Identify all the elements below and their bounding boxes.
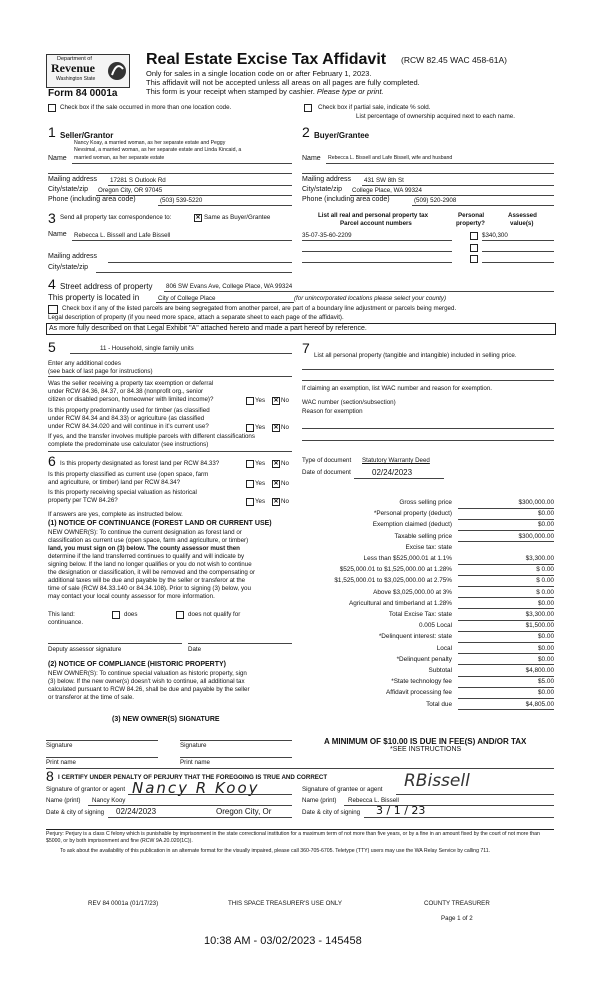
grantee-name-label: Name (print) xyxy=(302,797,337,804)
doc-date-label: Date of document xyxy=(302,469,351,476)
multi-location-label: Check box if the sale occurred in more than one location code. xyxy=(60,104,232,111)
parcel-account-1[interactable]: 35-07-35-60-2209 xyxy=(302,232,352,239)
use-code-value[interactable]: 11 - Household, single family units xyxy=(100,345,194,352)
s6-q3-no-label: No xyxy=(281,498,289,505)
s6-q2-yes-checkbox[interactable] xyxy=(246,480,254,488)
correspondence-name-value[interactable]: Rebecca L. Bissell and Lafe Bissell xyxy=(74,232,171,239)
grantee-sig-label: Signature of grantee or agent xyxy=(302,786,383,793)
subtitle-3: This form is your receipt when stamped by cashier. Please type or print. xyxy=(146,87,384,96)
buyer-name-value[interactable]: Rebecca L. Bissell and Lafe Bissell, wife and husband xyxy=(328,155,453,161)
s5-q3-line2: complete the predominate use calculator (see instructions) xyxy=(48,441,209,448)
tax-row-line xyxy=(458,642,554,643)
seller-phone-value[interactable]: (503) 539-5220 xyxy=(160,197,203,204)
grantor-date-label: Date & city of signing xyxy=(46,809,105,816)
reason-label: Reason for exemption xyxy=(302,408,363,415)
notice1-line8: time of sale (RCW 84.33.140 or 84.34.108). Prior to signing (3) below, you xyxy=(48,585,251,592)
tax-row-label: Subtotal xyxy=(428,667,452,674)
s6-q1-no-label: No xyxy=(281,460,289,467)
located-label: This property is located in xyxy=(48,293,140,302)
tax-row-value[interactable]: $1,500.00 xyxy=(525,622,554,630)
recording-stamp: 10:38 AM - 03/02/2023 - 145458 xyxy=(204,935,362,947)
deputy-signature-label: Deputy assessor signature xyxy=(48,646,122,653)
subtitle-2: This affidavit will not be accepted unless all areas on all pages are fully completed. xyxy=(146,78,420,87)
doc-date-value[interactable]: 02/24/2023 xyxy=(372,468,413,477)
tax-row-line xyxy=(458,687,554,688)
land-does-not-checkbox[interactable] xyxy=(176,611,184,619)
s6-q2-no-label: No xyxy=(281,480,289,487)
land-does-label: does xyxy=(124,611,138,618)
tax-row-value[interactable]: $0.00 xyxy=(538,521,554,529)
s6-q2-line2: and agriculture, or timber) land per RCW 84.34? xyxy=(48,479,181,486)
notice2-line4: or transferor at the time of sale. xyxy=(48,694,134,701)
accessibility-note: To ask about the availability of this publication in an alternate format for the visually impaired, please call 360-705-6705. Teletype (TTY) users may use the WA Relay Service by calling 711. xyxy=(60,848,491,854)
grantor-signature[interactable]: Nancy R Kooy xyxy=(132,779,260,797)
s6-q3-line1: Is this property receiving special valuation as historical xyxy=(48,489,197,496)
tax-row-label: Less than $525,000.01 at 1.1% xyxy=(363,555,452,562)
notice1-line7: additional taxes will be due and payable by the seller or transferor at the xyxy=(48,577,246,584)
this-land-label: This land: xyxy=(48,611,75,618)
s5-q1-line3: citizen or disabled person, homeowner with limited income)? xyxy=(48,396,214,403)
notice1-line9: may contact your local county assessor for more information. xyxy=(48,593,215,600)
legal-description-value: As more fully described on that Legal Exhibit "A" attached hereto and made a part hereof by reference. xyxy=(49,325,367,332)
land-does-not-label: does not qualify for xyxy=(188,611,241,618)
tax-row-line xyxy=(458,508,554,509)
s5-q2-yes-checkbox[interactable] xyxy=(246,424,254,432)
seller-heading: Seller/Grantor xyxy=(60,131,114,140)
tax-row-value[interactable]: $0.00 xyxy=(538,655,554,663)
grantor-city-value[interactable]: Oregon City, Or xyxy=(216,807,272,816)
tax-row-label: *State technology fee xyxy=(391,678,452,686)
legal-description-box[interactable] xyxy=(46,323,556,335)
rev-number: REV 84 0001a (01/17/23) xyxy=(88,900,159,907)
tax-row-label: Above $3,025,000.00 at 3% xyxy=(373,588,452,596)
s5-q2-no-label: No xyxy=(281,424,289,431)
notice1-line1: NEW OWNER(S): To continue the current designation as forest land or xyxy=(48,529,242,536)
notice1-line3: land, you must sign on (3) below. The county assessor must then xyxy=(48,545,240,552)
grantor-sig-label: Signature of grantor or agent xyxy=(46,786,126,793)
tax-row-label: Local xyxy=(436,644,452,652)
tax-row-label: $1,525,000.01 to $3,025,000.00 at 2.75% xyxy=(334,577,452,585)
additional-codes-label: Enter any additional codes xyxy=(48,360,121,367)
logo-swirl-icon xyxy=(107,59,127,83)
tax-row-value[interactable]: $0.00 xyxy=(538,510,554,518)
s5-q3-line1: If yes, and the transfer involves multiple parcels with different classifications xyxy=(48,433,255,440)
multi-location-checkbox[interactable] xyxy=(48,104,56,112)
s6-q3-yes-checkbox[interactable] xyxy=(246,498,254,506)
tax-row-label: Agricultural and timberland at 1.28% xyxy=(348,599,452,607)
seller-mailing-value[interactable]: 17281 S Outlook Rd xyxy=(110,177,166,184)
parcel-assessed-1[interactable]: $340,300 xyxy=(482,232,508,239)
s6-q1-yes-label: Yes xyxy=(255,460,266,467)
tax-row-line xyxy=(458,709,554,710)
form-title-rcw: (RCW 82.45 WAC 458-61A) xyxy=(401,55,507,65)
section-3-number: 3 xyxy=(48,210,56,226)
section-1-number: 1 xyxy=(48,124,56,140)
form-title: Real Estate Excise Tax Affidavit xyxy=(146,51,387,68)
notice2-line2: (3) below. If the new owner(s) doesn't wish to continue, all additional tax xyxy=(48,678,245,685)
correspondence-city-label: City/state/zip xyxy=(48,264,89,271)
seller-name-value: married woman, as her separate estate xyxy=(74,155,165,161)
see-instructions: *SEE INSTRUCTIONS xyxy=(390,746,462,753)
s5-q1-yes-label: Yes xyxy=(255,397,266,404)
personal-property-label: List all personal property (tangible and intangible) included in selling price. xyxy=(314,352,517,359)
seller-city-value[interactable]: Oregon City, OR 97045 xyxy=(98,187,163,194)
tax-row-value[interactable]: $300,000.00 xyxy=(518,499,554,506)
parcel-col2b-header: property? xyxy=(456,220,485,227)
s6-q2-line1: Is this property classified as current use (open space, farm xyxy=(48,471,209,478)
wac-label: WAC number (section/subsection) xyxy=(302,399,396,406)
perjury-statement: Perjury: Perjury is a class C felony which is punishable by imprisonment in the state correctional institution for a maximum term of not more than five years, or by a fine in an amount fixed by the court of not more than $5000, or by both imprisonment and fine (RCW 9A.20.020(1C)). xyxy=(46,831,540,844)
section-4-number: 4 xyxy=(48,276,56,292)
personal-property-checkbox-3[interactable] xyxy=(470,255,478,263)
tax-row-label: Taxable selling price xyxy=(394,532,452,540)
buyer-mailing-label: Mailing address xyxy=(302,176,352,183)
section-5-number: 5 xyxy=(48,339,56,355)
county-treasurer: COUNTY TREASURER xyxy=(424,900,490,907)
legal-desc-label: Legal description of property (if you need more space, attach a separate sheet to each page of the affidavit). xyxy=(48,314,344,321)
tax-row-label: Exemption claimed (deduct) xyxy=(372,521,452,529)
doc-type-value[interactable]: Statutory Warranty Deed xyxy=(362,457,430,464)
grantee-signature[interactable]: RBissell xyxy=(404,771,470,791)
notice1-line2: classification as current use (open space, farm and agriculture, or timber) xyxy=(48,537,249,544)
revenue-logo xyxy=(46,54,130,88)
tax-row-value[interactable]: $ 0.00 xyxy=(536,588,554,596)
buyer-phone-label: Phone (including area code) xyxy=(302,196,390,203)
correspondence-label: Send all property tax correspondence to: xyxy=(60,214,172,221)
s6-q1: Is this property designated as forest land per RCW 84.33? xyxy=(60,460,220,467)
correspondence-mailing-label: Mailing address xyxy=(48,253,98,260)
segregated-checkbox[interactable] xyxy=(48,305,58,314)
s5-q1-yes-checkbox[interactable] xyxy=(246,397,254,405)
s5-q1-line2: under RCW 84.36, 84.37, or 84.38 (nonprofit org., senior xyxy=(48,388,204,395)
same-as-buyer-label: Same as Buyer/Grantee xyxy=(204,214,271,221)
section-2-number: 2 xyxy=(302,124,310,140)
personal-property-checkbox-1[interactable] xyxy=(470,232,478,240)
tax-row-value[interactable]: $4,800.00 xyxy=(525,667,554,674)
s5-q2-line2: under RCW 84.34 and 84.33) or agriculture (as classified xyxy=(48,415,205,422)
owner-print-name-label-2: Print name xyxy=(180,759,210,766)
logo-line1: Department of xyxy=(57,56,92,62)
tax-row-value[interactable]: $3,300.00 xyxy=(525,611,554,618)
parcel-col3-header: Assessed xyxy=(508,212,537,219)
segregated-label: Check box if any of the listed parcels are being segregated from another parcel, are part of a boundary line adjustment or parcels being merged. xyxy=(62,305,457,312)
page-number: Page 1 of 2 xyxy=(441,915,473,922)
tax-row-line xyxy=(458,698,554,699)
buyer-heading: Buyer/Grantee xyxy=(314,131,370,140)
s5-q2-no-checkbox[interactable]: ✕ xyxy=(273,425,279,431)
partial-sale-note: List percentage of ownership acquired next to each name. xyxy=(356,113,515,120)
logo-line3: Washington State xyxy=(56,76,96,82)
notice1-title: (1) NOTICE OF CONTINUANCE (FOREST LAND OR CURRENT USE) xyxy=(48,520,272,527)
exemption-label: If claiming an exemption, list WAC number and reason for exemption. xyxy=(302,385,492,392)
tax-row-value[interactable]: $ 0.00 xyxy=(536,577,554,585)
parcel-col3b-header: value(s) xyxy=(510,220,534,227)
partial-sale-checkbox[interactable] xyxy=(304,104,312,112)
seller-city-label: City/state/zip xyxy=(48,186,89,193)
parcel-col1b-header: Parcel account numbers xyxy=(340,220,412,227)
grantor-name-value[interactable]: Nancy Kooy xyxy=(92,797,126,804)
grantee-date-value[interactable]: 3 / 1 / 23 xyxy=(376,804,426,817)
tax-row-line xyxy=(458,664,554,665)
s5-q2-line3: under RCW 84.34.020 and will continue in it's current use? xyxy=(48,423,209,430)
s6-q1-no-checkbox[interactable]: ✕ xyxy=(273,461,279,467)
buyer-mailing-value[interactable]: 431 SW 8th St xyxy=(364,177,404,184)
s5-q1-no-label: No xyxy=(281,397,289,404)
tax-row-label: *Delinquent interest: state xyxy=(378,633,452,641)
s6-q2-yes-label: Yes xyxy=(255,480,266,487)
partial-sale-label: Check box if partial sale, indicate % sold. xyxy=(318,104,431,111)
tax-row-label: Total Excise Tax: state xyxy=(388,611,452,618)
owner-signature-label-1: Signature xyxy=(46,742,73,749)
tax-row-label: Total due xyxy=(426,700,452,708)
tax-row-line xyxy=(458,676,554,677)
tax-row-label: *Delinquent penalty xyxy=(396,655,452,663)
section-6-number: 6 xyxy=(48,453,56,469)
tax-row-line xyxy=(458,653,554,654)
s5-q1-no-checkbox[interactable]: ✕ xyxy=(273,398,279,404)
s5-q2-line1: Is this property predominantly used for timber (as classified xyxy=(48,407,210,414)
tax-row-line xyxy=(458,608,554,609)
grantor-date-value[interactable]: 02/24/2023 xyxy=(116,807,157,816)
owner-print-name-label-1: Print name xyxy=(46,759,76,766)
s5-q2-yes-label: Yes xyxy=(255,424,266,431)
s6-q2-no-checkbox[interactable]: ✕ xyxy=(273,481,279,487)
tax-row-value[interactable]: $0.00 xyxy=(538,644,554,652)
street-value[interactable]: 806 SW Evans Ave, College Place, WA 99324 xyxy=(166,283,293,290)
parcel-col1-header: List all real and personal property tax xyxy=(318,212,429,219)
street-label: Street address of property xyxy=(60,282,153,291)
correspondence-name-label: Name xyxy=(48,231,67,238)
buyer-city-label: City/state/zip xyxy=(302,186,343,193)
s6-q3-no-checkbox[interactable]: ✕ xyxy=(273,499,279,505)
tax-row-line xyxy=(458,541,554,542)
tax-row-label: *Personal property (deduct) xyxy=(373,510,452,518)
tax-row-label: 0.005 Local xyxy=(418,622,452,630)
same-as-buyer-checkbox[interactable]: ✕ xyxy=(195,215,201,221)
notice2-line3: calculated pursuant to RCW 84.26, shall be due and payable by the seller xyxy=(48,686,250,693)
minimum-due-notice: A MINIMUM OF $10.00 IS DUE IN FEE(S) AND/OR TAX xyxy=(324,737,527,746)
continuance-label: continuance. xyxy=(48,619,84,626)
buyer-name-label: Name xyxy=(302,155,321,162)
seller-name-line2: Nevsimal, a married woman, as her separate estate and Linda Kincaid, a xyxy=(74,147,242,153)
tax-row-label: Excise tax: state xyxy=(405,543,452,551)
tax-row-line xyxy=(458,519,554,520)
deputy-date-label: Date xyxy=(188,646,202,653)
seller-name-line1: Nancy Koay, a married woman, as her separate estate and Peggy xyxy=(74,140,226,146)
notice1-line5: signing below. If the land no longer qualifies or you do not wish to continue xyxy=(48,561,252,568)
land-does-checkbox[interactable] xyxy=(112,611,120,619)
s6-q3-yes-label: Yes xyxy=(255,498,266,505)
tax-row-value[interactable]: $0.00 xyxy=(538,599,554,607)
buyer-phone-value[interactable]: (509) 520-2908 xyxy=(414,197,457,204)
owner-signature-label-2: Signature xyxy=(180,742,207,749)
grantor-name-label: Name (print) xyxy=(46,797,81,804)
tax-row-value[interactable]: $4,805.00 xyxy=(525,700,554,708)
s6-if-yes: If answers are yes, complete as instructed below. xyxy=(48,511,183,518)
tax-row-label: $525,000.01 to $1,525,000.00 at 1.28% xyxy=(339,566,452,574)
located-note: (for unincorporated locations please select your county) xyxy=(294,295,447,302)
seller-name-label: Name xyxy=(48,155,67,162)
tax-row-value[interactable]: $300,000.00 xyxy=(518,532,554,540)
tax-row-label: Gross selling price xyxy=(399,499,452,506)
tax-row-label: Affidavit processing fee xyxy=(386,689,452,697)
tax-row-line xyxy=(458,597,554,598)
form-number: Form 84 0001a xyxy=(48,88,118,99)
notice2-title: (2) NOTICE OF COMPLIANCE (HISTORIC PROPERTY) xyxy=(48,661,226,668)
s6-q3-line2: property per TCW 84.26? xyxy=(48,497,118,504)
tax-row-line xyxy=(458,620,554,621)
tax-row-line xyxy=(458,631,554,632)
tax-row-value[interactable]: $0.00 xyxy=(538,633,554,641)
additional-codes-note: (see back of last page for instructions) xyxy=(48,368,153,375)
s6-q1-yes-checkbox[interactable] xyxy=(246,460,254,468)
tax-row-line xyxy=(458,575,554,576)
notice2-line1: NEW OWNER(S): To continue special valuation as historic property, sign xyxy=(48,670,247,677)
notice1-line4: determine if the land transferred continues to qualify and will indicate by xyxy=(48,553,245,560)
tax-row-line xyxy=(458,564,554,565)
seller-phone-label: Phone (including area code) xyxy=(48,196,136,203)
logo-line2: Revenue xyxy=(51,61,95,75)
new-owner-sig-title: (3) NEW OWNER(S) SIGNATURE xyxy=(112,716,220,723)
s5-q1-line1: Was the seller receiving a property tax exemption or deferral xyxy=(48,380,214,387)
buyer-city-value[interactable]: College Place, WA 99324 xyxy=(352,187,422,194)
grantee-name-value[interactable]: Rebecca L. Bissell xyxy=(348,797,399,804)
section-8-number: 8 xyxy=(46,768,54,784)
doc-type-label: Type of document xyxy=(302,457,352,464)
located-value[interactable]: City of College Place xyxy=(158,295,216,302)
certify-statement: I CERTIFY UNDER PENALTY OF PERJURY THAT THE FOREGOING IS TRUE AND CORRECT xyxy=(58,774,328,781)
parcel-col2-header: Personal xyxy=(458,212,485,219)
treasurer-space: THIS SPACE TREASURER'S USE ONLY xyxy=(228,900,342,907)
tax-row-value[interactable]: $3,300.00 xyxy=(525,555,554,562)
tax-row-line xyxy=(458,586,554,587)
personal-property-checkbox-2[interactable] xyxy=(470,244,478,252)
subtitle-1: Only for sales in a single location code on or after February 1, 2023. xyxy=(146,69,372,78)
tax-row-line xyxy=(458,530,554,531)
section-7-number: 7 xyxy=(302,340,310,356)
seller-mailing-label: Mailing address xyxy=(48,176,98,183)
tax-row-value[interactable]: $0.00 xyxy=(538,689,554,697)
tax-row-value[interactable]: $ 0.00 xyxy=(536,566,554,574)
grantee-date-label: Date & city of signing xyxy=(302,809,361,816)
tax-row-value[interactable]: $5.00 xyxy=(538,678,554,686)
notice1-line6: the designation or classification, it will be removed and the compensating or xyxy=(48,569,256,576)
